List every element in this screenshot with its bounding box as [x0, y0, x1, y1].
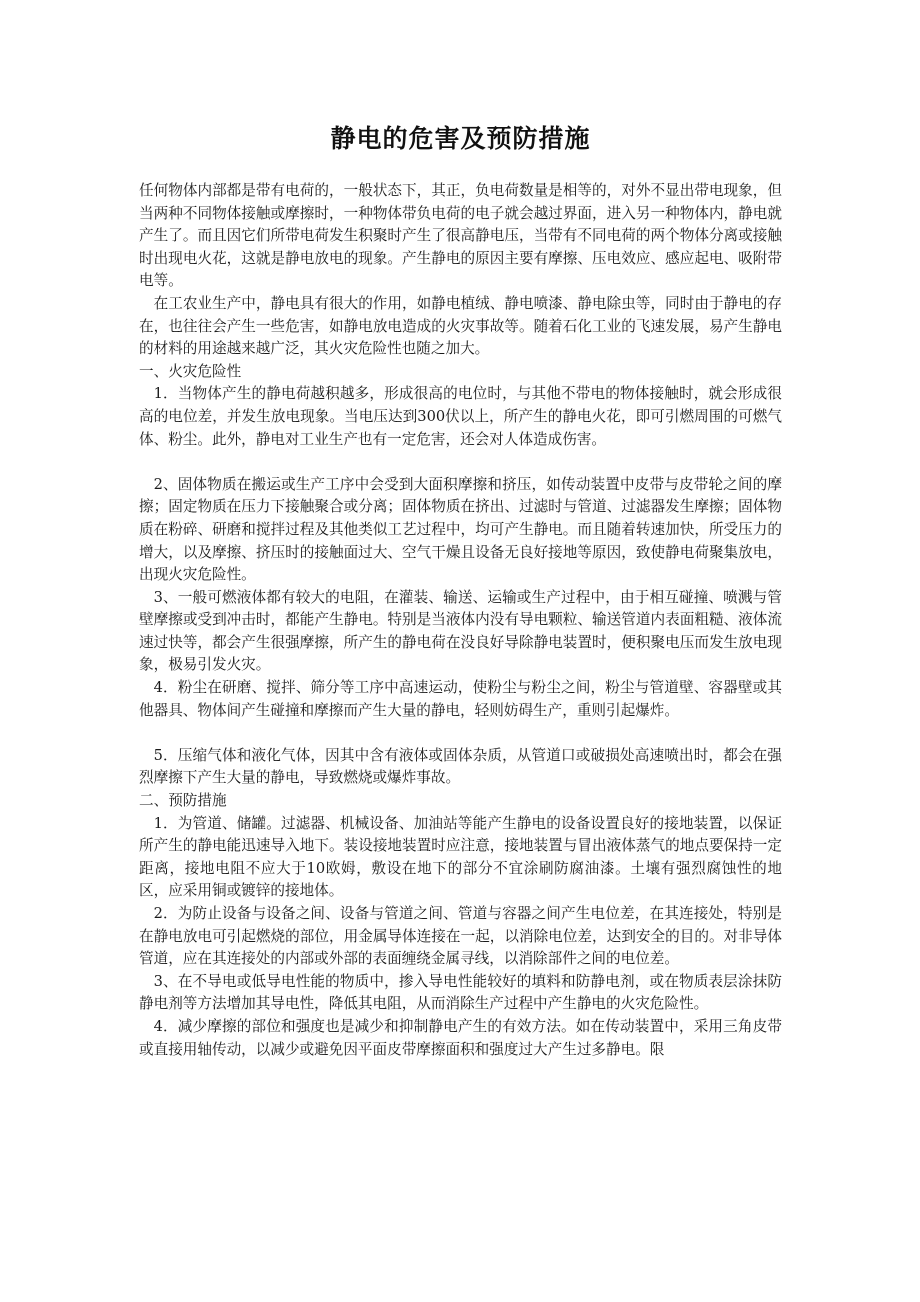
document-body: [139, 180, 782, 1061]
section-heading-prevention: 二、预防措施: [139, 792, 227, 810]
fire-hazard-item-3: 3、一般可燃液体都有较大的电阻，在灌装、输送、运输或生产过程中，由于相互碰撞、喷溅与管壁摩擦或受到冲击时，都能产生静电。特别是当液体内没有导电颗粒、输送管道内表面粗糙、液体流速过快等，都会产生很强摩擦，所产生的静电荷在没良好导除静电装置时，便积聚电压而发生放电现象，极易引发火灾。: [139, 588, 782, 674]
intro-paragraph-1: 任何物体内部都是带有电荷的，一般状态下，其正，负电荷数量是相等的，对外不显出带电现象，但当两种不同物体接触或摩擦时，一种物体带负电荷的电子就会越过界面，进入另一种物体内，静电就产生了。而且因它们所带电荷发生积聚时产生了很高静电压，当带有不同电荷的两个物体分离或接触时出现电火花，这就是静电放电的现象。产生静电的原因主要有摩擦、压电效应、感应起电、吸附带电等。: [139, 182, 782, 290]
fire-hazard-item-2: 2、固体物质在搬运或生产工序中会受到大面积摩擦和挤压，如传动装置中皮带与皮带轮之间的摩擦；固定物质在压力下接触聚合或分离；固体物质在挤出、过滤时与管道、过滤器发生摩擦；固体物质在粉碎、研磨和搅拌过程及其他类似工艺过程中，均可产生静电。而且随着转速加快，所受压力的增大，以及摩擦、挤压时的接触面过大、空气干燥且设备无良好接地等原因，致使静电荷聚集放电，出现火灾危险性。: [139, 475, 782, 584]
fire-hazard-item-4: 4．粉尘在研磨、搅拌、筛分等工序中高速运动，使粉尘与粉尘之间，粉尘与管道壁、容器壁或其他器具、物体间产生碰撞和摩擦而产生大量的静电，轻则妨碍生产，重则引起爆炸。: [139, 679, 782, 719]
prevention-item-2: 2．为防止设备与设备之间、设备与管道之间、管道与容器之间产生电位差，在其连接处，特别是在静电放电可引起燃烧的部位，用金属导体连接在一起，以消除电位差，达到安全的目的。对非导体管道，应在其连接处的内部或外部的表面缠绕金属寻线，以消除部件之间的电位差。: [139, 905, 782, 968]
blank-line: [139, 722, 782, 745]
prevention-item-4: 4．减少摩擦的部位和强度也是减少和抑制静电产生的有效方法。如在传动装置中，采用三角皮带或直接用轴传动，以减少或避免因平面皮带摩擦面积和强度过大产生过多静电。限: [139, 1017, 782, 1058]
fire-hazard-item-5: 5．压缩气体和液化气体，因其中含有液体或固体杂质，从管道口或破损处高速喷出时，都会在强烈摩擦下产生大量的静电，导致燃烧或爆炸事故。: [139, 746, 782, 787]
section-heading-fire-hazard: 一、火灾危险性: [139, 362, 242, 380]
prevention-item-1: 1．为管道、储罐。过滤器、机械设备、加油站等能产生静电的设备设置良好的接地装置，以保证所产生的静电能迅速导入地下。装设接地装置时应注意，接地装置与冒出液体蒸气的地点要保持一定距离，接地电阻不应大于10欧姆，敷设在地下的部分不宜涂刷防腐油漆。土壤有强烈腐蚀性的地区，应采用铜或镀锌的接地体。: [139, 814, 782, 900]
fire-hazard-item-1: 1．当物体产生的静电荷越积越多，形成很高的电位时，与其他不带电的物体接触时，就会形成很高的电位差，并发生放电现象。当电压达到300伏以上，所产生的静电火花，即可引燃周围的可燃气体、粉尘。此外，静电对工业生产也有一定危害，还会对人体造成伤害。: [139, 385, 782, 448]
blank-line: [139, 451, 782, 474]
document-title: 静电的危害及预防措施: [330, 124, 591, 153]
document-page: [139, 0, 782, 1061]
intro-paragraph-2: 在工农业生产中，静电具有很大的作用，如静电植绒、静电喷漆、静电除虫等，同时由于静电的存在，也往往会产生一些危害，如静电放电造成的火灾事故等。随着石化工业的飞速发展，易产生静电的材料的用途越来越广泛，其火灾危险性也随之加大。: [139, 294, 782, 358]
prevention-item-3: 3、在不导电或低导电性能的物质中，掺入导电性能较好的填料和防静电剂，或在物质表层涂抹防静电剂等方法增加其导电性，降低其电阻，从而消除生产过程中产生静电的火灾危险性。: [139, 972, 782, 1013]
